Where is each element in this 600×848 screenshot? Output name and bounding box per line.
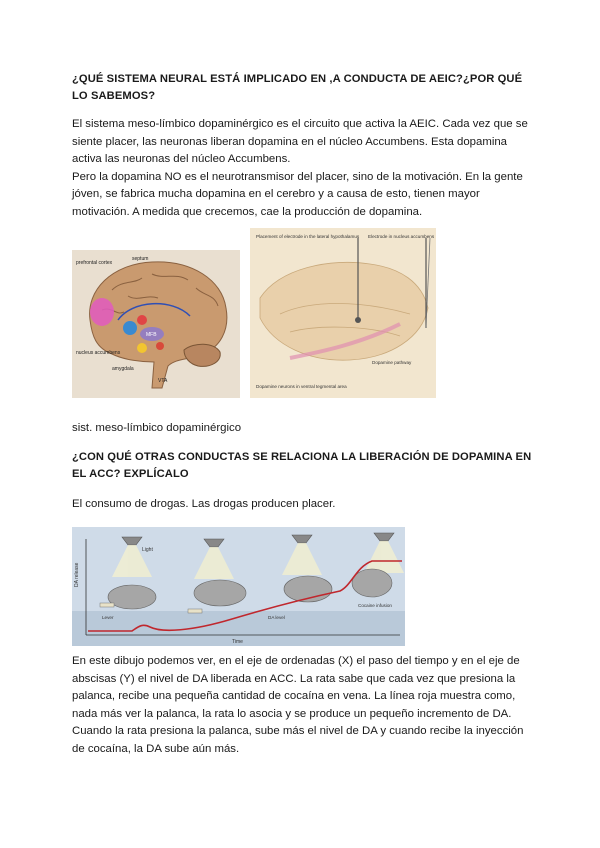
section-2-intro: El consumo de drogas. Las drogas producen placer. (72, 498, 336, 510)
brain-diagram (72, 250, 240, 398)
da-level-label: DA level (268, 615, 285, 620)
label-septum: septum (132, 256, 149, 262)
section-heading-1: ¿QUÉ SISTEMA NEURAL ESTÁ IMPLICADO EN ,A CONDUCTA DE AEIC?¿POR QUÉ LO SABEMOS? (72, 73, 523, 102)
brain-section-diagram (250, 228, 436, 398)
section-1-body (72, 116, 532, 222)
label-prefrontal: prefrontal cortex (76, 260, 113, 266)
figure-caption: sist. meso-límbico dopaminérgico (72, 422, 242, 434)
section-2-body: En este dibujo podemos ver, en el eje de ordenadas (X) el paso del tiempo y en el eje de abscisas (Y) el nivel de DA liberada en ACC. La rata sabe que cada vez que presiona la palanca, recibe una pequeña cantidad de cocaína en vena. La línea roja muestra como, nada más ver la palanca, la rata lo asocia y se produce un pequeño incremento de DA. Cuando la rata presiona la palanca, sube más el nivel de DA y cuando recibe la inyección de cocaína, la DA sube aún más. (72, 655, 524, 755)
label-bottom-right: Dopamine pathway (372, 360, 412, 365)
label-nucleus: nucleus accumbens (76, 350, 121, 356)
rat-dopamine-diagram (72, 527, 405, 646)
label-vta: VTA (158, 378, 168, 384)
label-amygdala: amygdala (112, 366, 134, 372)
y-axis-label: DA release (74, 562, 80, 587)
section-heading-2: ¿CON QUÉ OTRAS CONDUCTAS SE RELACIONA LA LIBERACIÓN DE DOPAMINA EN EL ACC? EXPLÍCALO (72, 451, 532, 480)
label-bottom-left: Dopamine neurons in ventral tegmental area (256, 384, 347, 389)
paragraph: Pero la dopamina NO es el neurotransmisor del placer, sino de la motivación. En la gente jóven, se fabrica mucha dopamina en el cerebro y a causa de esto, tienen mayor motivación. A medida que crecemos, cae la producción de dopamina. (72, 170, 523, 218)
light-label: Light (142, 547, 153, 553)
label-top-right: Electrode in nucleus accumbens (368, 234, 435, 239)
x-axis-label: Time (232, 639, 243, 645)
paragraph: El sistema meso-límbico dopaminérgico es el circuito que activa la AEIC. Cada vez que se siente placer, las neuronas liberan dopamina en el núcleo Accumbens. Esta dopamina activa las neuronas del núcleo Accumbens. (72, 118, 528, 166)
label-mfb: MFB (146, 332, 157, 338)
cocaine-label: Cocaine infusion (358, 603, 392, 608)
label-top-left: Placement of electrode in the lateral hypothalamus (256, 234, 360, 239)
lever-label: Lever (102, 615, 114, 620)
